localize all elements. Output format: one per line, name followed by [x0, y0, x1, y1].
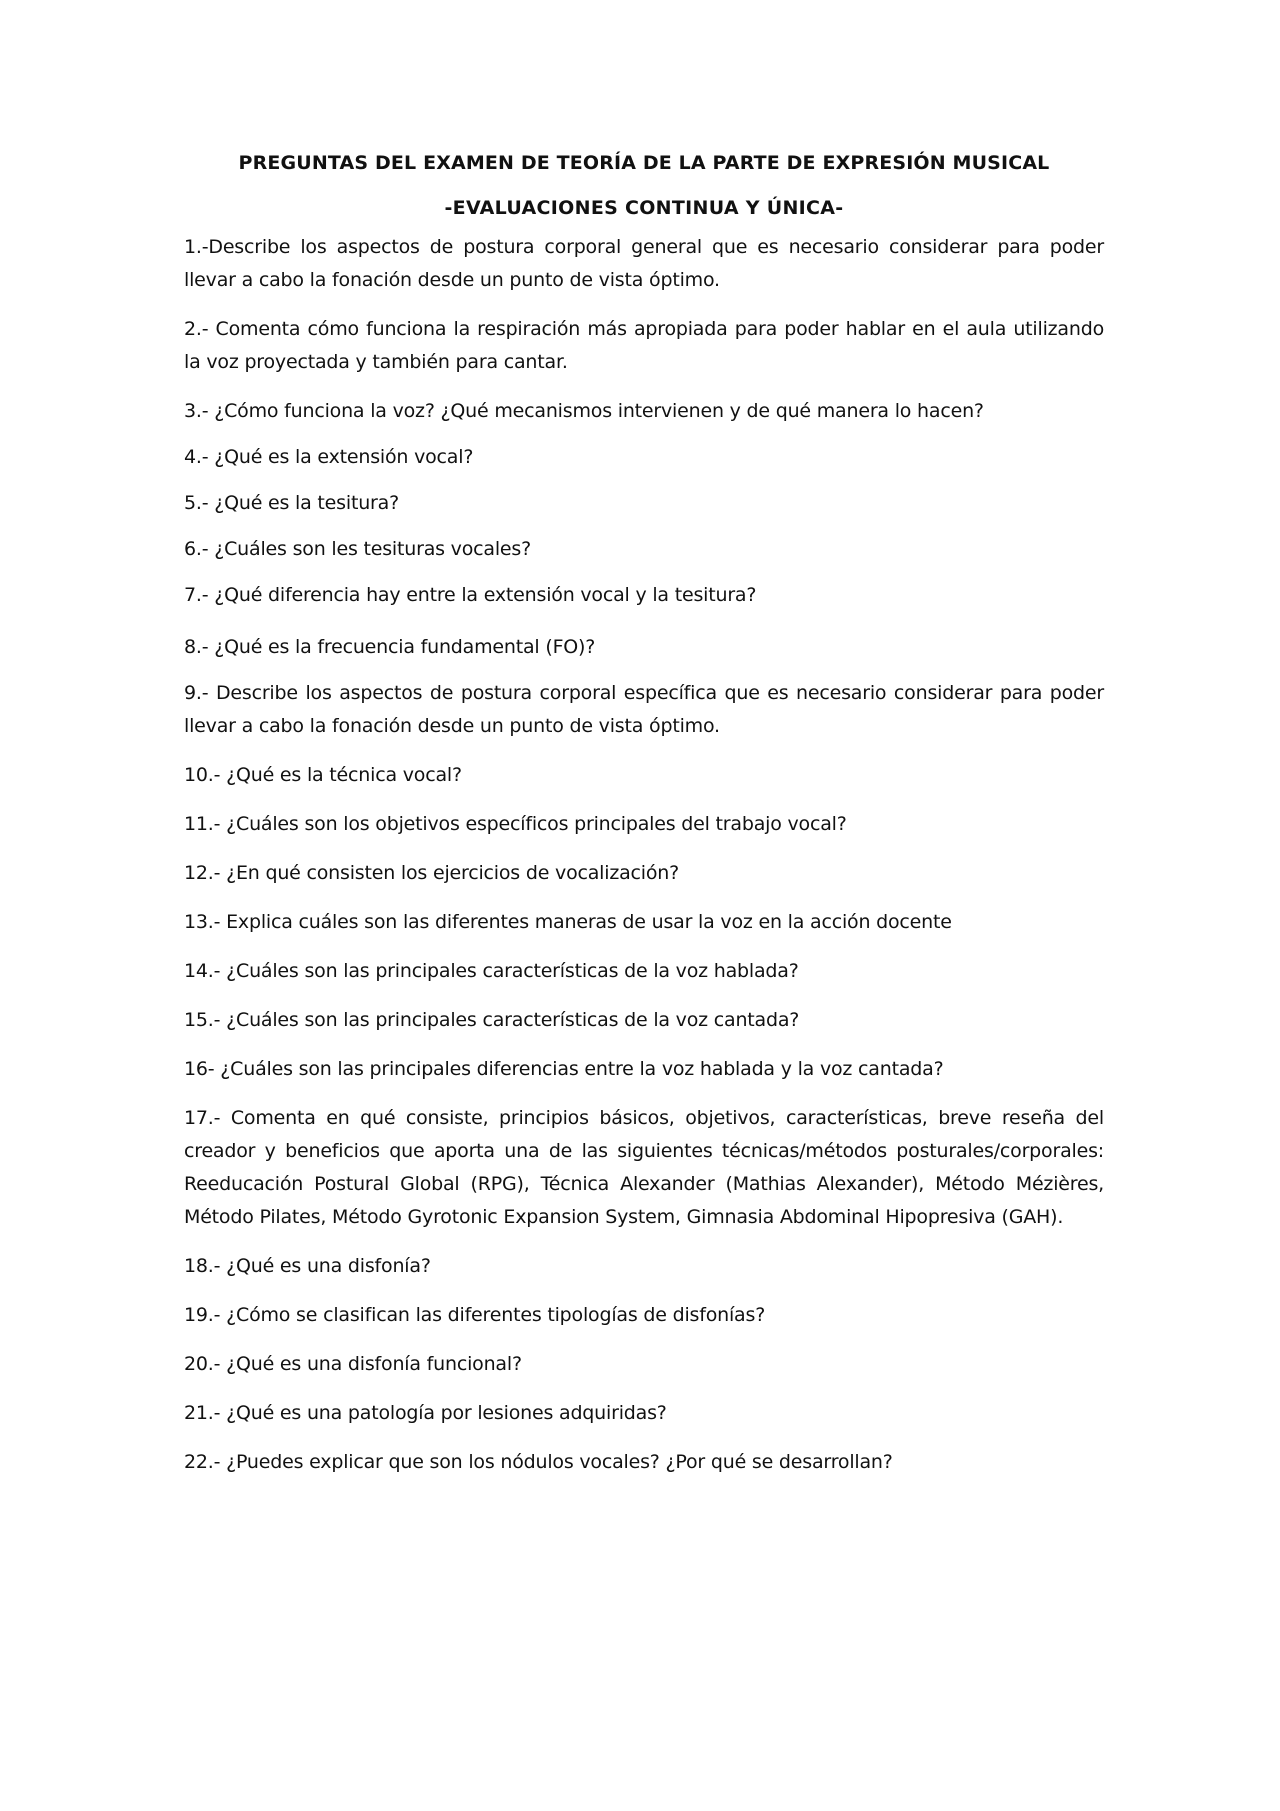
question-18: 18.- ¿Qué es una disfonía? [184, 1255, 431, 1277]
question-4: 4.- ¿Qué es la extensión vocal? [184, 446, 474, 468]
question-7: 7.- ¿Qué diferencia hay entre la extensión vocal y la tesitura? [184, 584, 757, 606]
question-6: 6.- ¿Cuáles son les tesituras vocales? [184, 538, 531, 560]
question-9: 9.- Describe los aspectos de postura corporal específica que es necesario considerar para poder llevar a cabo la fonación desde un punto de vista óptimo. [184, 682, 1104, 737]
document-title: PREGUNTAS DEL EXAMEN DE TEORÍA DE LA PARTE DE EXPRESIÓN MUSICAL [238, 152, 1050, 174]
question-13: 13.- Explica cuáles son las diferentes maneras de usar la voz en la acción docente [184, 911, 952, 933]
question-22: 22.- ¿Puedes explicar que son los nódulos vocales? ¿Por qué se desarrollan? [184, 1451, 893, 1473]
question-17: 17.- Comenta en qué consiste, principios básicos, objetivos, características, breve reseña del creador y beneficios que aporta una de las siguientes técnicas/métodos posturales/corporales: Reeducación Postural Global (RPG), Técnica Alexander (Mathias Alexander), Método Mézières, Método Pilates, Método Gyrotonic Expansion System, Gimnasia Abdominal Hipopresiva (GAH). [184, 1107, 1104, 1228]
question-5: 5.- ¿Qué es la tesitura? [184, 492, 399, 514]
question-8: 8.- ¿Qué es la frecuencia fundamental (FO)? [184, 636, 596, 658]
question-19: 19.- ¿Cómo se clasifican las diferentes tipologías de disfonías? [184, 1304, 766, 1326]
question-15: 15.- ¿Cuáles son las principales características de la voz cantada? [184, 1009, 800, 1031]
document-subtitle: -EVALUACIONES CONTINUA Y ÚNICA- [444, 197, 844, 219]
document-page [184, 150, 1104, 1495]
question-1: 1.-Describe los aspectos de postura corporal general que es necesario considerar para poder llevar a cabo la fonación desde un punto de vista óptimo. [184, 236, 1104, 291]
question-20: 20.- ¿Qué es una disfonía funcional? [184, 1353, 522, 1375]
question-12: 12.- ¿En qué consisten los ejercicios de vocalización? [184, 862, 680, 884]
question-3: 3.- ¿Cómo funciona la voz? ¿Qué mecanismos intervienen y de qué manera lo hacen? [184, 400, 984, 422]
question-list [184, 231, 1104, 1479]
question-10: 10.- ¿Qué es la técnica vocal? [184, 764, 462, 786]
question-11: 11.- ¿Cuáles son los objetivos específicos principales del trabajo vocal? [184, 813, 847, 835]
question-14: 14.- ¿Cuáles son las principales características de la voz hablada? [184, 960, 799, 982]
question-16: 16- ¿Cuáles son las principales diferencias entre la voz hablada y la voz cantada? [184, 1058, 944, 1080]
question-2: 2.- Comenta cómo funciona la respiración más apropiada para poder hablar en el aula utilizando la voz proyectada y también para cantar. [184, 318, 1104, 373]
question-21: 21.- ¿Qué es una patología por lesiones adquiridas? [184, 1402, 667, 1424]
